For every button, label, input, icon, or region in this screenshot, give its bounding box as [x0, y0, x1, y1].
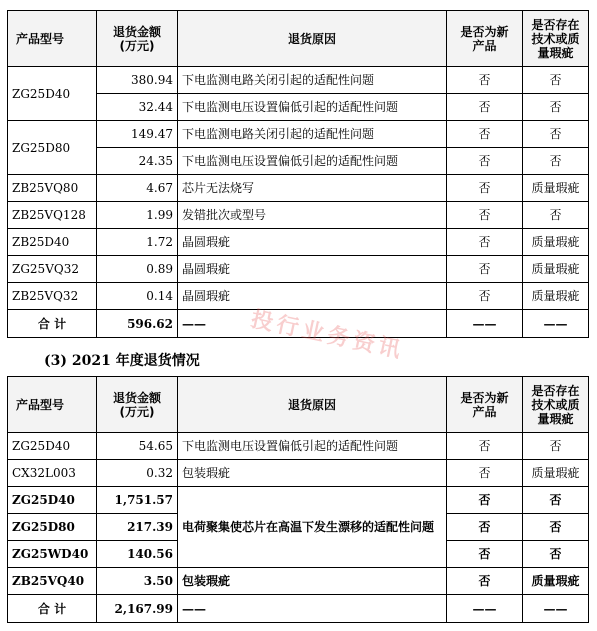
header-reason: 退货原因: [178, 11, 447, 67]
header-new-product-text: 是否为新 产品: [460, 390, 509, 419]
total-row: [8, 595, 589, 623]
total-new: ——: [447, 595, 523, 623]
table-row: [8, 487, 589, 514]
cell-new: 否: [447, 568, 523, 595]
total-amount: 2,167.99: [97, 595, 178, 623]
cell-new: 否: [447, 514, 523, 541]
cell-amount: 217.39: [97, 514, 178, 541]
cell-new: 否: [447, 487, 523, 514]
cell-model: ZG25D40: [8, 487, 97, 514]
cell-amount: 54.65: [97, 433, 178, 460]
cell-reason: 下电监测电压设置偏低引起的适配性问题: [178, 94, 447, 121]
cell-model: ZB25VQ32: [8, 283, 97, 310]
cell-model: ZB25VQ80: [8, 175, 97, 202]
cell-amount: 3.50: [97, 568, 178, 595]
cell-amount: 0.89: [97, 256, 178, 283]
cell-amount: 32.44: [97, 94, 178, 121]
cell-amount: 149.47: [97, 121, 178, 148]
cell-model: ZB25D40: [8, 229, 97, 256]
table-row: [8, 256, 589, 283]
header-new-product: [447, 377, 523, 433]
cell-defect: 否: [523, 487, 589, 514]
cell-amount: 0.14: [97, 283, 178, 310]
table-row: [8, 229, 589, 256]
cell-model: ZB25VQ128: [8, 202, 97, 229]
cell-amount: 0.32: [97, 460, 178, 487]
total-label: 合 计: [8, 310, 97, 338]
cell-reason: 包装瑕疵: [178, 460, 447, 487]
cell-amount: 1,751.57: [97, 487, 178, 514]
table-row: [8, 568, 589, 595]
cell-defect: 否: [523, 514, 589, 541]
cell-amount: 1.99: [97, 202, 178, 229]
cell-new: 否: [447, 175, 523, 202]
cell-amount: 1.72: [97, 229, 178, 256]
table-row: [8, 175, 589, 202]
cell-model: ZG25WD40: [8, 541, 97, 568]
cell-defect: 否: [523, 121, 589, 148]
cell-reason: 下电监测电路关闭引起的适配性问题: [178, 121, 447, 148]
watermark: 投行业务资讯: [248, 307, 407, 364]
header-amount-text: 退货金额 (万元): [112, 390, 161, 419]
total-new: ——: [447, 310, 523, 338]
header-reason: 退货原因: [178, 377, 447, 433]
cell-new: 否: [447, 229, 523, 256]
cell-model: CX32L003: [8, 460, 97, 487]
cell-new: 否: [447, 433, 523, 460]
cell-reason: 下电监测电压设置偏低引起的适配性问题: [178, 433, 447, 460]
header-new-product: [447, 11, 523, 67]
table-row: [8, 283, 589, 310]
cell-model: ZG25D80: [8, 514, 97, 541]
cell-defect: 否: [523, 67, 589, 94]
cell-reason: 电荷聚集使芯片在高温下发生漂移的适配性问题: [178, 487, 447, 568]
total-reason: ——: [178, 595, 447, 623]
cell-model: ZG25D40: [8, 67, 97, 121]
cell-amount: 140.56: [97, 541, 178, 568]
cell-new: 否: [447, 94, 523, 121]
cell-defect: 否: [523, 541, 589, 568]
header-model: 产品型号: [8, 377, 97, 433]
cell-reason: 晶圆瑕疵: [178, 256, 447, 283]
header-new-product-text: 是否为新 产品: [460, 24, 509, 53]
returns-table-2021: [7, 376, 589, 623]
cell-model: ZB25VQ40: [8, 568, 97, 595]
header-amount: [97, 11, 178, 67]
cell-defect: 质量瑕疵: [523, 256, 589, 283]
header-model: 产品型号: [8, 11, 97, 67]
cell-amount: 4.67: [97, 175, 178, 202]
cell-defect: 质量瑕疵: [523, 229, 589, 256]
cell-reason: 晶圆瑕疵: [178, 229, 447, 256]
cell-reason: 下电监测电路关闭引起的适配性问题: [178, 67, 447, 94]
cell-model: ZG25D40: [8, 433, 97, 460]
header-amount: [97, 377, 178, 433]
section-title: (3) 2021 年度退货情况: [44, 353, 200, 369]
cell-defect: 否: [523, 433, 589, 460]
returns-table-2020: [7, 10, 589, 338]
cell-reason: 发错批次或型号: [178, 202, 447, 229]
cell-defect: 质量瑕疵: [523, 175, 589, 202]
cell-defect: 否: [523, 202, 589, 229]
cell-defect: 否: [523, 148, 589, 175]
total-defect: ——: [523, 310, 589, 338]
total-amount: 596.62: [97, 310, 178, 338]
cell-new: 否: [447, 121, 523, 148]
table-row: [8, 202, 589, 229]
cell-defect: 质量瑕疵: [523, 460, 589, 487]
cell-new: 否: [447, 202, 523, 229]
cell-new: 否: [447, 67, 523, 94]
cell-amount: 380.94: [97, 67, 178, 94]
cell-new: 否: [447, 256, 523, 283]
header-defect: [523, 11, 589, 67]
total-reason: ——: [178, 310, 447, 338]
cell-reason: 包装瑕疵: [178, 568, 447, 595]
cell-model: ZG25VQ32: [8, 256, 97, 283]
cell-new: 否: [447, 460, 523, 487]
cell-amount: 24.35: [97, 148, 178, 175]
cell-reason: 晶圆瑕疵: [178, 283, 447, 310]
cell-reason: 芯片无法烧写: [178, 175, 447, 202]
cell-defect: 质量瑕疵: [523, 568, 589, 595]
table-row: [8, 67, 589, 94]
header-defect: [523, 377, 589, 433]
header-defect-text: 是否存在 技术或质 量瑕疵: [531, 383, 580, 426]
table-row: [8, 433, 589, 460]
cell-reason: 下电监测电压设置偏低引起的适配性问题: [178, 148, 447, 175]
total-defect: ——: [523, 595, 589, 623]
cell-defect: 否: [523, 94, 589, 121]
cell-new: 否: [447, 283, 523, 310]
cell-new: 否: [447, 541, 523, 568]
header-amount-text: 退货金额 (万元): [112, 24, 161, 53]
table-row: [8, 460, 589, 487]
table-row: [8, 121, 589, 148]
cell-defect: 质量瑕疵: [523, 283, 589, 310]
cell-model: ZG25D80: [8, 121, 97, 175]
cell-new: 否: [447, 148, 523, 175]
total-label: 合 计: [8, 595, 97, 623]
header-defect-text: 是否存在 技术或质 量瑕疵: [531, 17, 580, 60]
